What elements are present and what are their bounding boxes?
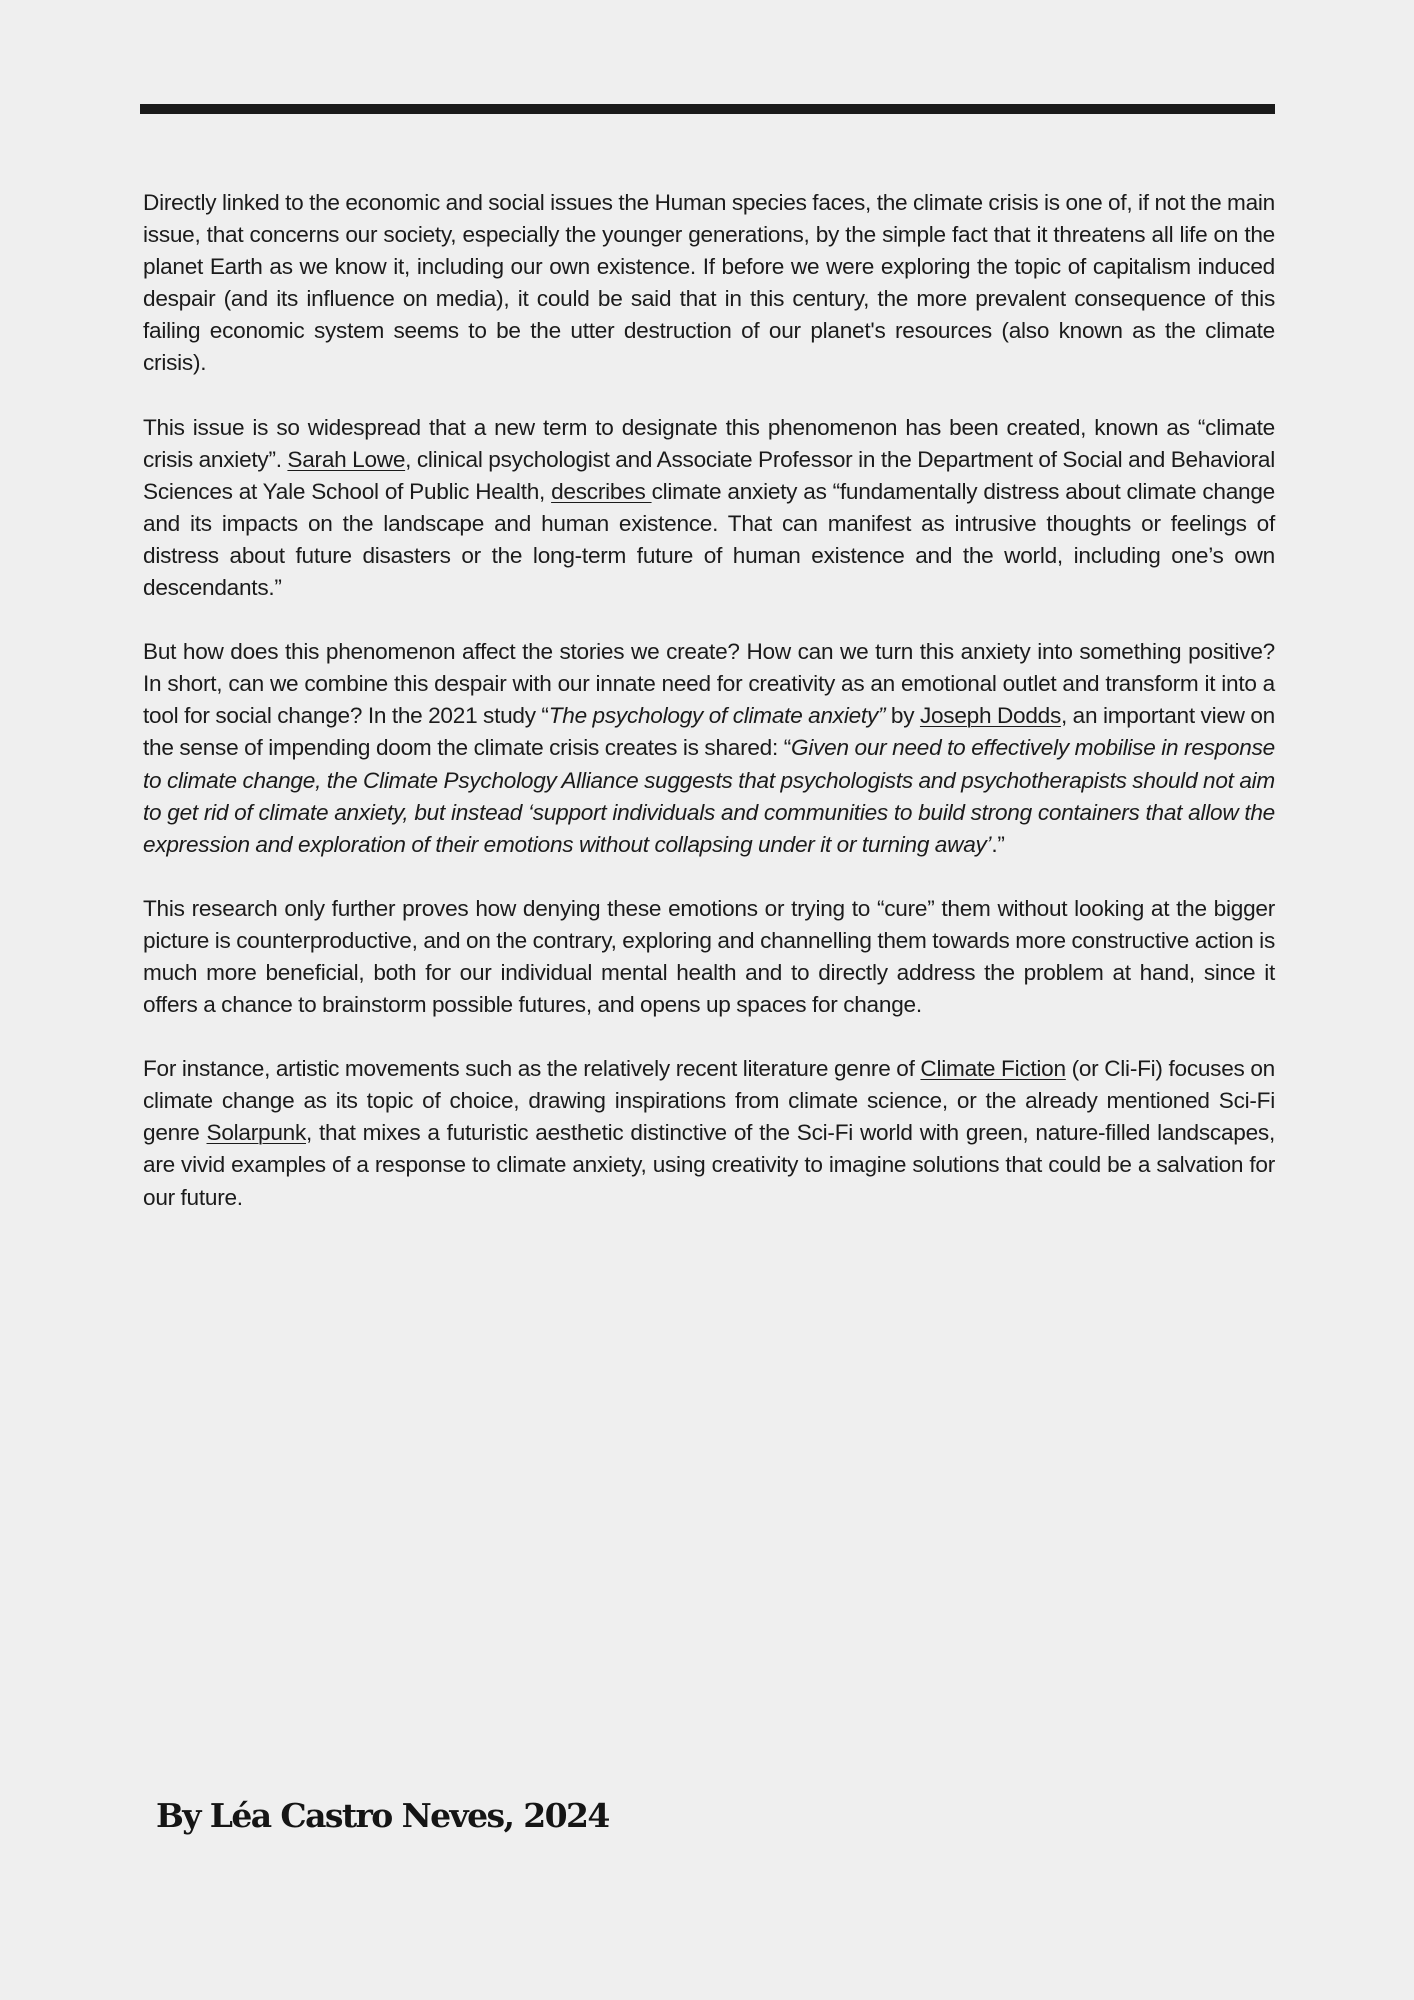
paragraph-text: This issue is so widespread that a new term to designate this phenomenon has been created, known as “climate crisis anxiety”. <box>143 414 1275 472</box>
paragraph-text: by <box>885 703 920 729</box>
study-quote: Given our need to effectively mobilise in response to climate change, the Climate Psychology Alliance suggests that psychologists and psychotherapists should not aim to get rid of climate anxiety, but instead ‘support individuals and communities to build strong containers that allow the expression and exploration of their emotions without collapsing under it or turning away’ <box>143 735 1275 857</box>
paragraph-climate-anxiety-definition <box>143 412 1275 605</box>
top-divider <box>140 104 1275 114</box>
paragraph-text: , clinical psychologist and Associate Professor in the Department of Social and Behavioral Sciences at Yale School of Public Health, <box>143 446 1275 504</box>
paragraph-text: , that mixes a futuristic aesthetic distinctive of the Sci-Fi world with green, nature-filled landscapes, are vivid examples of a response to climate anxiety, using creativity to imagine solutions that could be a salvation for our future. <box>143 1120 1275 1210</box>
paragraph-artistic-movements <box>143 1053 1275 1213</box>
sarah-lowe-link[interactable]: Sarah Lowe <box>287 446 406 472</box>
paragraph-text: climate anxiety as “fundamentally distress about climate change and its impacts on the landscape and human existence. That can manifest as intrusive thoughts or feelings of distress about future disasters or the long-term future of human existence and the world, including one’s own descendants.” <box>143 478 1275 601</box>
climate-fiction-link[interactable]: Climate Fiction <box>920 1056 1066 1082</box>
author-byline: By Léa Castro Neves, 2024 <box>156 1796 609 1835</box>
describes-link[interactable]: describes <box>551 478 652 504</box>
paragraph-text: For instance, artistic movements such as the relatively recent literature genre of <box>143 1056 921 1082</box>
solarpunk-link[interactable]: Solarpunk <box>206 1120 307 1146</box>
paragraph-text: .” <box>991 831 1005 857</box>
study-title: The psychology of climate anxiety” <box>548 703 886 729</box>
paragraph-stories-question <box>143 636 1275 861</box>
paragraph-text: , an important view on the sense of impending doom the climate crisis creates is shared: “ <box>143 703 1275 761</box>
joseph-dodds-link[interactable]: Joseph Dodds <box>919 703 1061 729</box>
paragraph-text: (or Cli-Fi) focuses on climate change as its topic of choice, drawing inspirations from climate science, or the already mentioned Sci-Fi genre <box>143 1056 1275 1146</box>
paragraph-research <box>143 893 1275 1021</box>
paragraph-text: This research only further proves how denying these emotions or trying to “cure” them without looking at the bigger picture is counterproductive, and on the contrary, exploring and channelling them towards more constructive action is much more beneficial, both for our individual mental health and to directly address the problem at hand, since it offers a chance to brainstorm possible futures, and opens up spaces for change. <box>143 895 1275 1018</box>
paragraph-text: But how does this phenomenon affect the stories we create? How can we turn this anxiety into something positive? In short, can we combine this despair with our innate need for creativity as an emotional outlet and transform it into a tool for social change? In the 2021 study “ <box>143 639 1275 729</box>
paragraph-intro <box>143 187 1275 380</box>
article-body <box>143 187 1275 1246</box>
paragraph-text: Directly linked to the economic and social issues the Human species faces, the climate crisis is one of, if not the main issue, that concerns our society, especially the younger generations, by the simple fact that it threatens all life on the planet Earth as we know it, including our own existence. If before we were exploring the topic of capitalism induced despair (and its influence on media), it could be said that in this century, the more prevalent consequence of this failing economic system seems to be the utter destruction of our planet's resources (also known as the climate crisis). <box>143 190 1275 376</box>
